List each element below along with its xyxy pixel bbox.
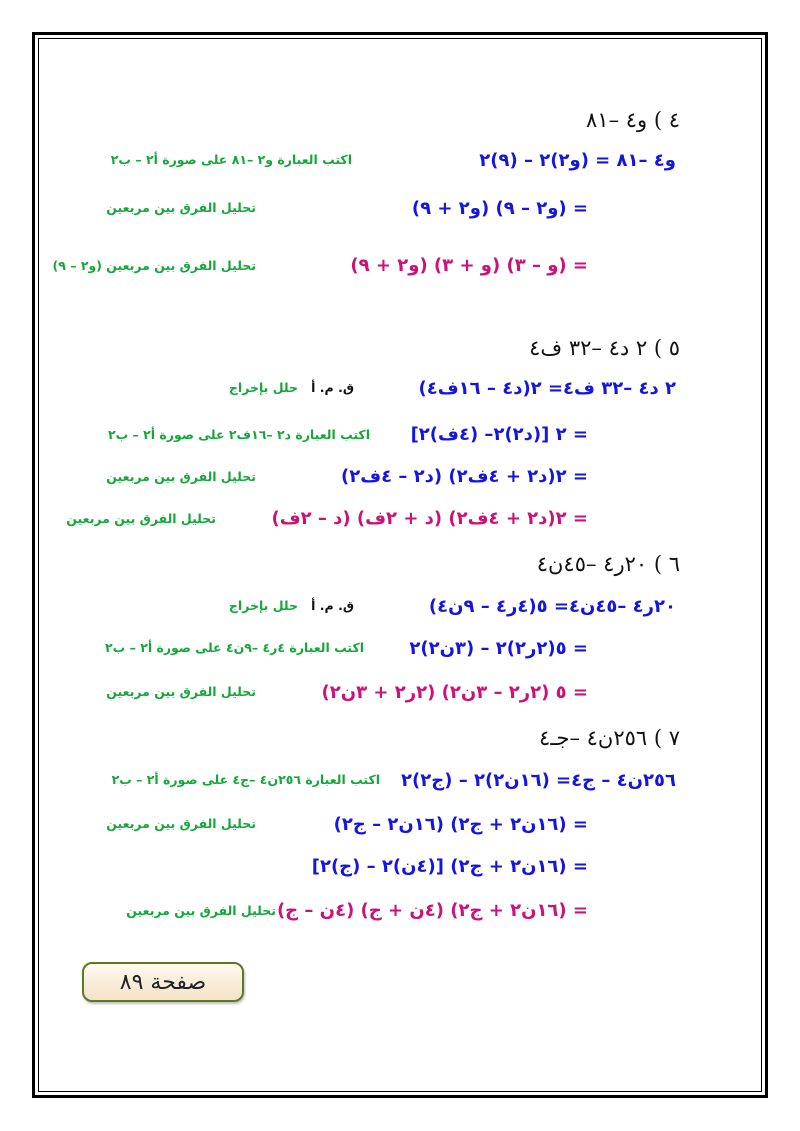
problem-7-step-4: = (١٦ن٢ + ج٢) (٤ن + ج) (٤ن – ج) (276, 900, 588, 921)
problem-4-note-3: تحليل الفرق بين مربعين (و٢ – ٩) (52, 258, 256, 273)
problem-6-note-3: تحليل الفرق بين مربعين (106, 684, 256, 699)
problem-5-step-4: = ٢(د٢ + ٤ف٢) (د + ٢ف) (د – ٢ف) (271, 508, 588, 529)
problem-4-note-2: تحليل الفرق بين مربعين (106, 200, 256, 215)
problem-5-step-1: ٢ د٤ –٣٢ ف٤= ٢(د٤ – ١٦ف٤) (418, 378, 676, 399)
problem-5-step-2: = ٢ [(د٢)٢– (٤ف)٢] (410, 424, 588, 445)
problem-5-note-1: حلل بإخراج (228, 380, 298, 395)
page-number-badge (82, 962, 244, 1002)
problem-7-step-3: = (١٦ن٢ + ج٢) [(٤ن)٢ – (ج)٢] (311, 856, 588, 877)
problem-5-heading: ٥ ) ٢ د٤ –٣٢ ف٤ (529, 336, 680, 360)
problem-4-heading: ٤ ) و٤ –٨١ (586, 108, 680, 132)
problem-7-step-1: ٢٥٦ن٤ – ج٤= (١٦ن٢)٢ – (ج٢)٢ (401, 770, 676, 791)
problem-6-note-1: حلل بإخراج (228, 598, 298, 613)
problem-7-step-2: = (١٦ن٢ + ج٢) (١٦ن٢ – ج٢) (333, 814, 588, 835)
problem-6-heading: ٦ ) ٢٠ر٤ –٤٥ن٤ (536, 552, 680, 576)
problem-5-step-3: = ٢(د٢ + ٤ف٢) (د٢ – ٤ف٢) (340, 466, 588, 487)
problem-5-note-3: تحليل الفرق بين مربعين (106, 469, 256, 484)
problem-7-note-4: تحليل الفرق بين مربعين (126, 903, 276, 918)
problem-6-gcf-label: ق. م. أ (311, 598, 354, 613)
problem-4-step-1: و٤ –٨١ = (و٢)٢ – (٩)٢ (479, 150, 676, 171)
problem-6-step-2: = ٥(٢ر٢)٢ – (٣ن٢)٢ (409, 638, 588, 659)
problem-7-heading: ٧ ) ٢٥٦ن٤ –جـ٤ (539, 726, 680, 750)
problem-7-note-2: تحليل الفرق بين مربعين (106, 816, 256, 831)
problem-5-note-4: تحليل الفرق بين مربعين (66, 511, 216, 526)
problem-6-step-3: = ٥ (٢ر٢ – ٣ن٢) (٢ر٢ + ٣ن٢) (321, 682, 588, 703)
problem-6-note-2: اكتب العبارة ٤ر٤ –٩ن٤ على صورة أ٢ – ب٢ (105, 640, 364, 655)
problem-6-step-1: ٢٠ر٤ –٤٥ن٤= ٥(٤ر٤ – ٩ن٤) (428, 596, 676, 617)
problem-7-note-1: اكتب العبارة ٢٥٦ن٤ –ج٤ على صورة أ٢ – ب٢ (111, 772, 380, 787)
page-number-label: صفحة ٨٩ (119, 969, 207, 995)
problem-5-gcf-label: ق. م. أ (311, 380, 354, 395)
problem-5-note-2: اكتب العبارة د٢ –١٦ف٢ على صورة أ٢ – ب٢ (107, 427, 370, 442)
problem-4-step-3: = (و – ٣) (و + ٣) (و٢ + ٩) (350, 255, 588, 276)
problem-4-note-1: اكتب العبارة و٢ –٨١ على صورة أ٢ – ب٢ (110, 152, 352, 167)
problem-4-step-2: = (و٢ – ٩) (و٢ + ٩) (411, 198, 588, 219)
